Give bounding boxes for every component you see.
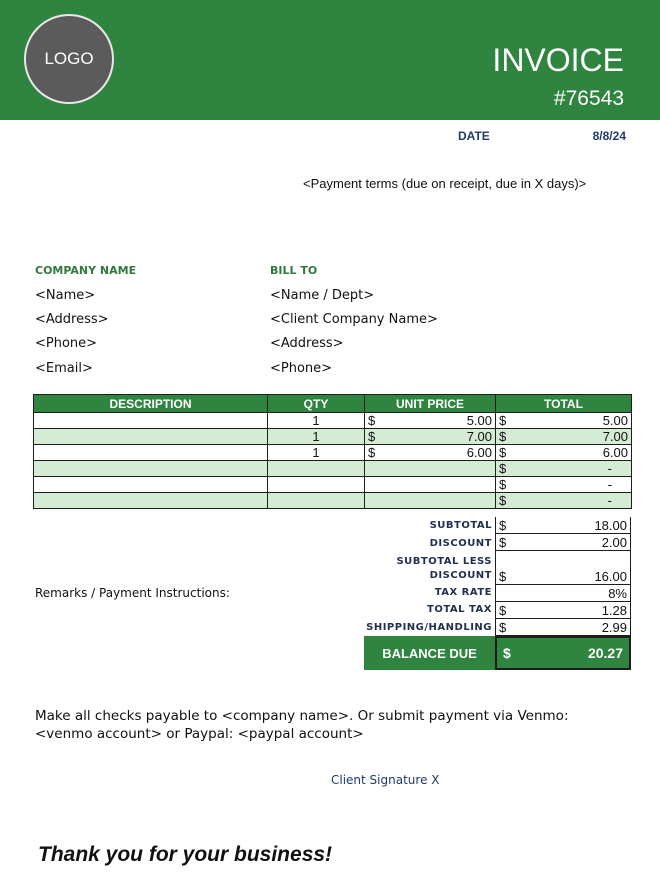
total-tax-cell [495, 602, 631, 619]
currency-symbol: $ [499, 518, 507, 533]
currency-symbol: $ [499, 493, 507, 508]
currency-symbol: $ [368, 445, 376, 460]
bill-to-address-line: <Address> [270, 336, 344, 351]
item-unit-price[interactable] [365, 429, 496, 445]
tax-rate-cell[interactable] [495, 585, 631, 602]
item-unit-price[interactable] [365, 413, 496, 429]
header-total: TOTAL [496, 395, 632, 413]
header-qty: QTY [268, 395, 365, 413]
total-tax-value: 1.28 [601, 603, 627, 618]
item-total [496, 445, 632, 461]
subtotal-cell [495, 517, 631, 534]
item-description[interactable] [34, 477, 268, 493]
logo-placeholder: LOGO [24, 14, 114, 104]
currency-symbol: $ [499, 535, 507, 550]
tax-rate-label: TAX RATE [434, 587, 492, 598]
items-header-row [34, 395, 632, 413]
item-description[interactable] [34, 461, 268, 477]
currency-symbol: $ [499, 445, 507, 460]
table-row [34, 445, 632, 461]
checks-payable-note: Make all checks payable to <company name>. Or submit payment via Venmo: <venmo account> or Paypal: <paypal account> [35, 708, 569, 742]
items-table [33, 394, 632, 509]
subtotal-less-label-line2: DISCOUNT [429, 570, 492, 581]
subtotal-less-label-line1: SUBTOTAL LESS [396, 556, 492, 567]
item-total [496, 413, 632, 429]
table-row [34, 461, 632, 477]
subtotal-less-value: 16.00 [594, 569, 627, 584]
remarks-label: Remarks / Payment Instructions: [35, 586, 230, 600]
balance-due-label: BALANCE DUE [364, 636, 495, 670]
discount-value: 2.00 [601, 535, 627, 550]
company-phone-line: <Phone> [35, 336, 98, 351]
item-description[interactable] [34, 413, 268, 429]
client-signature-field[interactable]: Client Signature X [331, 773, 440, 787]
total-value: - [607, 493, 612, 508]
table-row [34, 493, 632, 509]
currency-symbol: $ [499, 429, 507, 444]
currency-symbol: $ [499, 620, 507, 635]
currency-symbol: $ [503, 645, 511, 661]
item-qty[interactable] [268, 477, 365, 493]
item-total [496, 477, 632, 493]
balance-due-cell [495, 636, 631, 670]
unit-price-value: 6.00 [466, 445, 492, 460]
item-description[interactable] [34, 493, 268, 509]
shipping-value: 2.99 [601, 620, 627, 635]
item-total [496, 461, 632, 477]
subtotal-label: SUBTOTAL [429, 520, 492, 531]
item-unit-price[interactable] [365, 445, 496, 461]
total-value: - [607, 461, 612, 476]
item-description[interactable] [34, 445, 268, 461]
currency-symbol: $ [499, 603, 507, 618]
balance-due-value: 20.27 [587, 645, 623, 661]
unit-price-value: 5.00 [466, 413, 492, 428]
item-description[interactable] [34, 429, 268, 445]
shipping-cell[interactable] [495, 619, 631, 636]
item-unit-price[interactable] [365, 461, 496, 477]
total-tax-label: TOTAL TAX [427, 604, 492, 615]
table-row [34, 413, 632, 429]
bill-to-phone-line: <Phone> [270, 361, 333, 376]
date-label: DATE [458, 129, 490, 143]
currency-symbol: $ [368, 413, 376, 428]
currency-symbol: $ [499, 413, 507, 428]
total-value: - [607, 477, 612, 492]
table-row [34, 429, 632, 445]
currency-symbol: $ [499, 477, 507, 492]
invoice-title: INVOICE [492, 42, 624, 78]
shipping-label: SHIPPING/HANDLING [366, 622, 492, 633]
header-description: DESCRIPTION [34, 395, 268, 413]
item-unit-price[interactable] [365, 477, 496, 493]
bill-to-heading: BILL TO [270, 264, 318, 277]
invoice-number: #76543 [553, 87, 624, 110]
payment-terms: <Payment terms (due on receipt, due in X days)> [303, 176, 587, 191]
item-qty[interactable]: 1 [268, 429, 365, 445]
item-qty[interactable]: 1 [268, 445, 365, 461]
header-unit-price: UNIT PRICE [365, 395, 496, 413]
item-qty[interactable] [268, 461, 365, 477]
item-unit-price[interactable] [365, 493, 496, 509]
total-value: 6.00 [602, 445, 628, 460]
invoice-header [0, 0, 660, 120]
table-row [34, 477, 632, 493]
company-address-line: <Address> [35, 312, 109, 327]
subtotal-less-cell [495, 551, 631, 585]
company-email-line: <Email> [35, 361, 93, 376]
bill-to-name-line: <Name / Dept> [270, 288, 375, 303]
unit-price-value: 7.00 [466, 429, 492, 444]
company-heading: COMPANY NAME [35, 264, 137, 277]
discount-label: DISCOUNT [429, 538, 492, 549]
discount-cell[interactable] [495, 534, 631, 551]
currency-symbol: $ [499, 569, 507, 584]
item-qty[interactable]: 1 [268, 413, 365, 429]
tax-rate-value: 8% [608, 586, 627, 601]
company-name-line: <Name> [35, 288, 96, 303]
item-qty[interactable] [268, 493, 365, 509]
total-value: 7.00 [602, 429, 628, 444]
thank-you-message: Thank you for your business! [38, 843, 333, 866]
total-value: 5.00 [602, 413, 628, 428]
subtotal-value: 18.00 [594, 518, 627, 533]
date-value: 8/8/24 [592, 129, 626, 143]
bill-to-company-line: <Client Company Name> [270, 312, 438, 327]
currency-symbol: $ [499, 461, 507, 476]
currency-symbol: $ [368, 429, 376, 444]
item-total [496, 493, 632, 509]
item-total [496, 429, 632, 445]
